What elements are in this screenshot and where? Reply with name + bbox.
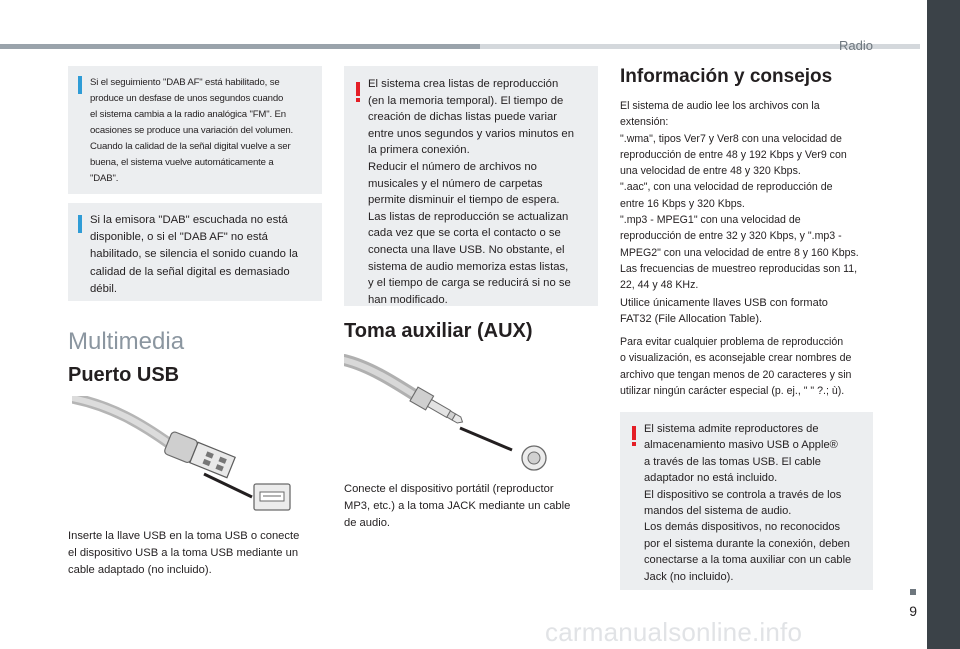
info-bar-icon [78,215,82,233]
usb-instructions: Inserte la llave USB en la toma USB o conecte el dispositivo USB a la toma USB mediante un cable adaptado (no incluido). [68,530,300,576]
page-marker-icon [910,589,916,595]
info-note-dab-unavailable [68,203,322,301]
usb-format-text: Utilice únicamente llaves USB con formato FAT32 (File Allocation Table). [620,297,828,326]
info-note-text: Si la emisora "DAB" escuchada no está disponible, o si el "DAB AF" no está habilitado, se silencia el sonido cuando la calidad de la señal digital es demasiado débil. [90,214,298,295]
exclamation-icon [632,426,636,446]
warning-note-playlists [344,66,598,306]
file-naming-text: Para evitar cualquier problema de reproducción o visualización, es aconsejable crear nombres de archivo que tengan menos de 20 caracteres y sin utilizar ningún carácter especial (p. ej., " " ?.; ù). [620,336,852,397]
page-number: 9 [909,603,917,619]
aux-instructions: Conecte el dispositivo portátil (reproductor MP3, etc.) a la toma JACK mediante un cable de audio. [344,483,571,529]
info-bar-icon [78,76,82,94]
heading-info-advice: Información y consejos [620,66,833,87]
warning-note-text: El sistema admite reproductores de almacenamiento masivo USB o Apple® a través de las tomas USB. El cable adaptador no está incluido. El dispositivo se controla a través de los mandos del sistema de audio. Los demás dispositivos, no reconocidos por el sistema durante la conexión, deben conectarse a la toma auxiliar con un cable Jack (no incluido). [644,423,852,583]
exclamation-icon [356,82,360,102]
warning-note-devices [620,412,873,590]
watermark: carmanualsonline.info [545,617,803,647]
heading-aux-input: Toma auxiliar (AUX) [344,320,533,342]
header-rule-dark [0,44,480,49]
section-label: Radio [839,38,873,53]
info-note-text: Si el seguimiento "DAB AF" está habilitado, se produce un desfase de unos segundos cuando el sistema cambia a la radio analógica "FM". En ocasiones se produce una variación del volumen. Cuando la calidad de la señal digital vuelve a ser buena, el sistema vuelve automáticamente a "DAB". [90,77,294,184]
usb-plug-illustration [72,396,302,518]
warning-note-text: El sistema crea listas de reproducción (en la memoria temporal). El tiempo de creación de dichas listas puede variar entre unos segundos y varios minutos en la primera conexión. Reducir el número de archivos no musicales y el número de carpetas permite disminuir el tiempo de espera. Las listas de reproducción se actualizan cada vez que se corta el contacto o se conecta una llave USB. No obstante, el sistema de audio memoriza estas listas, y el tiempo de carga se reducirá si no se han modificado. [368,78,574,306]
heading-usb-port: Puerto USB [68,364,180,386]
section-heading-multimedia: Multimedia [68,328,185,355]
info-note-dab-af [68,66,322,194]
side-tab-strip [927,0,960,649]
supported-formats-text: El sistema de audio lee los archivos con la extensión: ".wma", tipos Ver7 y Ver8 con una velocidad de reproducción de entre 48 y 192 Kbps y Ver9 con una velocidad de entre 48 y 320 Kbps. ".aac", con una velocidad de reproducción de entre 16 Kbps y 320 Kbps. ".mp3 - MPEG1" con una velocidad de reproducción de entre 32 y 320 Kbps, y ".mp3 - MPEG2" con una velocidad de entre 8 y 160 Kbps. Las frecuencias de muestreo reproducidas son 11, 22, 44 y 48 KHz. [620,100,859,292]
jack-plug-illustration [344,352,550,472]
